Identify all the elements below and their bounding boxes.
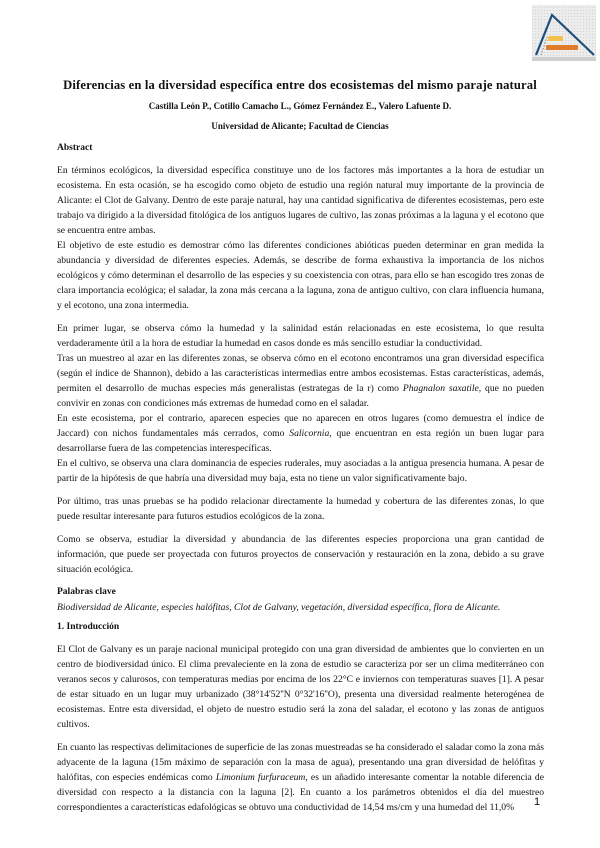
university-logo-icon (528, 3, 598, 61)
keywords-heading: Palabras clave (57, 587, 116, 597)
abstract-paragraph: En el cultivo, se observa una clara dominancia de especies ruderales, muy asociadas a la antigua presencia humana. A pesar de partir de la hipótesis de que habría una diversidad muy baja, esta no tiene un valor significativamente bajo. (57, 458, 544, 484)
abstract-paragraph: Como se observa, estudiar la diversidad y abundancia de las diferentes especies proporciona una gran cantidad de información, que puede ser proyectada con futuros proyectos de conservación y restauración en la zona, debido a su grave situación ecológica. (57, 534, 544, 575)
species-name: Salicornia (289, 428, 330, 439)
paper-authors: Castilla León P., Cotillo Camacho L., Gómez Fernández E., Valero Lafuente D. (148, 101, 452, 111)
abstract-heading: Abstract (57, 143, 93, 153)
abstract-paragraph: Tras un muestreo al azar en las diferentes zonas, se observa cómo en el ecotono encontramos una gran diversidad específica (según el índice de Shannon), debido a las características intermedias entre ambos ecosistemas. Estas características, además, permiten el desarrollo de muchas especies más generalistas (estrategas de la r) como Phagnalon saxatile, que no pueden convivir en zonas con condiciones más extremas de humedad como en el saladar. (57, 353, 545, 409)
introduction-paragraph: El Clot de Galvany es un paraje nacional municipal protegido con una gran diversidad de ambientes que lo convierten en un centro de biodiversidad único. El clima prevaleciente en la zona de estudio se caracteriza por ser un clima mediterráneo con veranos secos y calurosos, con temperaturas medias por encima de los 22°C e inviernos con temperaturas suaves [1]. A pesar de estar situado en un lugar muy urbanizado (38°14'52''N 0°32'16''O), presenta una diversidad realmente heterogénea de ecosistemas. Entre esta diversidad, el objeto de nuestro estudio será la zona del saladar, el ecotono y las zonas de antiguos cultivos. (57, 644, 544, 730)
species-name: Phagnalon saxatile (402, 383, 479, 394)
introduction-paragraph: En cuanto las respectivas delimitaciones de superficie de las zonas muestreadas se ha considerado el saladar como la zona más adyacente de la laguna (15m máximo de separación con la masa de agua), presentando una gran diversidad de helófitas y halófitas, con especies endémicas como Limonium furfuraceum, es un añadido interesante comentar la notable diferencia de diversidad con respecto a la distancia con la laguna [2]. En cuanto a los parámetros obtenidos el día del muestreo correspondientes a características edafológicas se obtuvo una conductividad de 14,54 ms/cm y una humedad del 11,0% (57, 742, 544, 813)
abstract-paragraph: En primer lugar, se observa cómo la humedad y la salinidad están relacionadas en este ecosistema, lo que resulta verdaderamente útil a la hora de estudiar la humedad en casos donde es más sencillo estudiar la conductividad. (57, 323, 544, 349)
paper-body (57, 141, 544, 815)
abstract-paragraph: El objetivo de este estudio es demostrar cómo las diferentes condiciones abióticas pueden determinar en gran medida la abundancia y diversidad de diferentes especies. Además, se describe de forma exhaustiva la importancia de los nichos ecológicos y cómo determinan el desarrollo de las especies y su coexistencia con otras, para ello se han escogido tres zonas de clara importancia ecológica; el saladar, la zona más cercana a la laguna, zona de antiguo cultivo, con clara influencia humana, y el ecotono, una zona intermedia. (57, 240, 544, 311)
paper-affiliation: Universidad de Alicante; Facultad de Ciencias (211, 121, 389, 131)
species-name: Limonium furfuraceum (215, 772, 306, 783)
keywords-list: Biodiversidad de Alicante, especies halófitas, Clot de Galvany, vegetación, diversidad específica, flora de Alicante. (57, 602, 501, 613)
abstract-paragraph: En términos ecológicos, la diversidad específica constituye uno de los factores más importantes a la hora de estudiar un ecosistema. En esta ocasión, se ha escogido como objeto de estudio una región natural muy importante de la provincia de Alicante: el Clot de Galvany. Dentro de este paraje natural, hay una cantidad significativa de diferentes ecosistemas, pero este trabajo va dirigido a la diversidad fitológica de los antiguos lugares de cultivo, las zonas próximas a la laguna y el ecotono que se encuentra entre ambas. (57, 165, 544, 236)
page-number: 1 (534, 796, 541, 808)
abstract-paragraph: En este ecosistema, por el contrario, aparecen especies que no aparecen en otros lugares (como demuestra el índice de Jaccard) con nichos fundamentales más cerrados, como Salicornia, que encuentran en esta región un buen lugar para desarrollarse fuera de las competencias interespecíficas. (57, 413, 544, 454)
abstract-paragraph: Por último, tras unas pruebas se ha podido relacionar directamente la humedad y cobertura de las diferentes zonas, lo que puede resultar interesante para futuros estudios ecológicos de la zona. (57, 496, 544, 522)
paper-title: Diferencias en la diversidad específica entre dos ecosistemas del mismo paraje natural (63, 78, 537, 92)
introduction-heading: 1. Introducción (57, 622, 120, 632)
